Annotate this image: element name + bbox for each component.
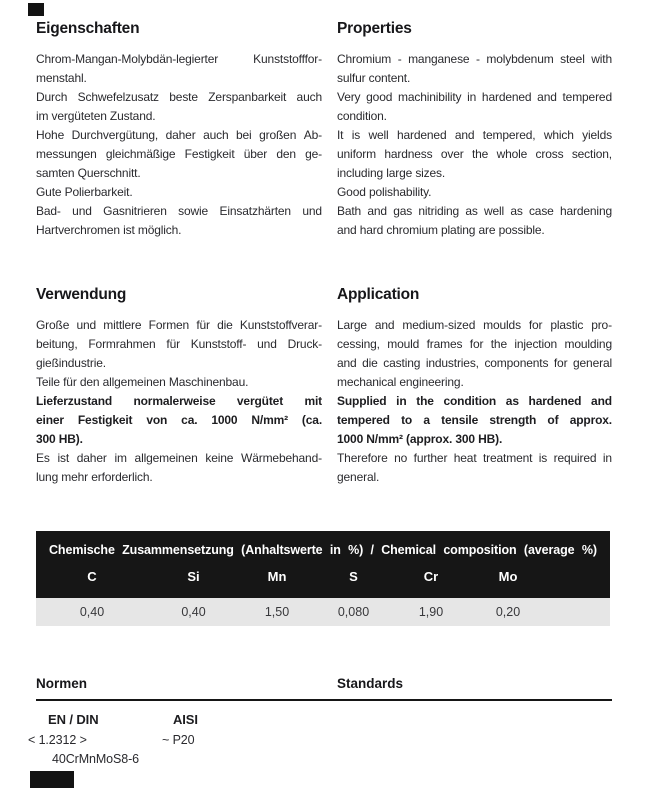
value-mn: 1,50 — [264, 605, 290, 619]
section-title-application: Application — [337, 286, 420, 303]
value-si: 0,40 — [181, 605, 206, 619]
section-title-eigenschaften: Eigenschaften — [36, 20, 140, 37]
section-properties — [337, 20, 612, 240]
section-verwendung — [36, 286, 322, 487]
text-line: and hard chromium plating are possible. — [337, 223, 545, 237]
column-header-mo: Mo — [498, 569, 518, 584]
chemical-composition-table — [36, 531, 610, 626]
text-line: Lieferzustand normalerweise vergütet mit — [36, 394, 322, 408]
text-line: tempered to a tensile strength of approx. — [337, 413, 612, 427]
section-application — [337, 286, 612, 487]
text-line: 1000 N/mm² (approx. 300 HB). — [337, 432, 503, 446]
value-mo: 0,20 — [495, 605, 521, 619]
text-line: im vergüteten Zustand. — [36, 109, 156, 123]
standards-label-en-din: EN / DIN — [48, 712, 99, 727]
section-title-verwendung: Verwendung — [36, 286, 127, 303]
text-line: cessing, mould frames for the injection moulding — [337, 337, 612, 351]
value-cr: 1,90 — [418, 605, 444, 619]
text-line: messungen gleichmäßige Festigkeit über den ge- — [36, 147, 322, 161]
table-value-row — [36, 598, 610, 626]
text-line: condition. — [337, 109, 387, 123]
column-header-c: C — [87, 569, 97, 584]
text-line: Therefore no further heat treatment is required in — [337, 451, 612, 465]
standards-value-din: < 1.2312 > — [28, 733, 87, 747]
text-line: including large sizes. — [337, 166, 446, 180]
text-line: and die casting industries, components for general — [337, 356, 612, 370]
text-line: gießindustrie. — [36, 356, 106, 370]
text-line: uniform hardness over the whole cross section, — [337, 147, 612, 161]
table-header-band — [36, 531, 610, 598]
text-line: Große und mittlere Formen für die Kunststoffverar- — [36, 318, 322, 332]
table-title: Chemische Zusammensetzung (Anhaltswerte in %) / Chemical composition (average %) — [49, 543, 597, 557]
text-line: Chrom-Mangan-Molybdän-legierter Kunststofffor- — [36, 52, 322, 66]
standards-divider — [36, 699, 612, 701]
text-line: general. — [337, 470, 380, 484]
value-c: 0,40 — [79, 605, 105, 619]
text-line: einer Festigkeit von ca. 1000 N/mm² (ca. — [36, 413, 322, 427]
text-line: samten Querschnitt. — [36, 166, 141, 180]
text-line: Bath and gas nitriding as well as case hardening — [337, 204, 612, 218]
section-eigenschaften — [36, 20, 322, 240]
text-line: Gute Polierbarkeit. — [36, 185, 133, 199]
text-line: Hohe Durchvergütung, daher auch bei großen Ab- — [36, 128, 322, 142]
value-s: 0,080 — [337, 605, 370, 619]
text-line: Good polishability. — [337, 185, 432, 199]
standards-label-aisi: AISI — [173, 712, 198, 727]
standards-value-aisi: ~ P20 — [162, 733, 195, 747]
table-header-row — [36, 566, 610, 592]
text-line: Hartverchromen ist möglich. — [36, 223, 182, 237]
text-line: Supplied in the condition as hardened and — [337, 394, 612, 408]
text-line: sulfur content. — [337, 71, 411, 85]
text-line: Teile für den allgemeinen Maschinenbau. — [36, 375, 249, 389]
page-corner-mark — [28, 3, 44, 16]
text-line: mechanical engineering. — [337, 375, 464, 389]
section-title-properties: Properties — [337, 20, 412, 37]
text-line: menstahl. — [36, 71, 87, 85]
column-header-si: Si — [187, 569, 200, 584]
text-line: Very good machinibility in hardened and tempered — [337, 90, 612, 104]
text-line: Bad- und Gasnitrieren sowie Einsatzhärten und — [36, 204, 322, 218]
value-spacer — [546, 598, 610, 626]
standards-value-din2: 40CrMnMoS8-6 — [52, 752, 140, 766]
section-title-normen: Normen — [36, 676, 88, 691]
column-header-cr: Cr — [423, 569, 439, 584]
page-tab-mark — [30, 771, 74, 788]
text-line: It is well hardened and tempered, which yields — [337, 128, 612, 142]
text-line: lung mehr erforderlich. — [36, 470, 153, 484]
section-title-standards: Standards — [337, 676, 404, 691]
text-line: Es ist daher im allgemeinen keine Wärmebehand- — [36, 451, 322, 465]
column-header-mn: Mn — [267, 569, 287, 584]
text-line: Large and medium-sized moulds for plastic pro- — [337, 318, 612, 332]
column-header-s: S — [349, 569, 358, 584]
text-line: Chromium - manganese - molybdenum steel with — [337, 52, 612, 66]
column-header-spacer — [546, 566, 610, 592]
text-line: beitung, Formrahmen für Kunststoff- und Druck- — [36, 337, 322, 351]
text-line: 300 HB). — [36, 432, 83, 446]
text-line: Durch Schwefelzusatz beste Zerspanbarkeit auch — [36, 90, 322, 104]
